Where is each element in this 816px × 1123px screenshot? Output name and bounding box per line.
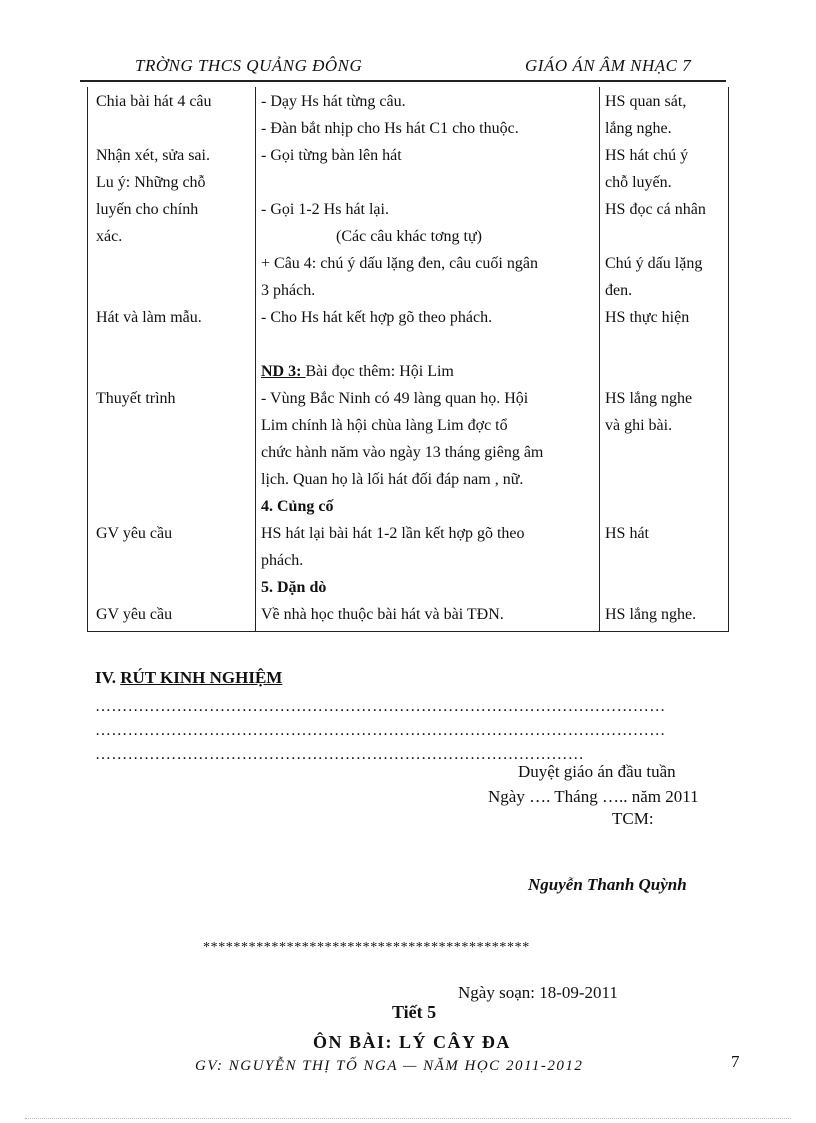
method-gv-yeu-cau-1: GV yêu cầu [96,525,173,542]
subject-title: GIÁO ÁN ÂM NHẠC 7 [525,56,692,75]
approval-date: Ngày …. Tháng ….. năm 2011 [488,787,699,806]
page-footer: GV: NGUYỄN THỊ TỐ NGA — NĂM HỌC 2011-2012 [195,1058,584,1074]
student-line: và ghi bài. [605,417,673,434]
student-line: HS hát chú ý [605,147,689,164]
student-line: HS đọc cá nhân [605,201,706,218]
student-line: đen. [605,282,633,299]
song-title: ÔN BÀI: LÝ CÂY ĐA [313,1032,511,1052]
nd3-label: ND 3: [261,363,306,380]
student-line: HS thực hiện [605,309,690,326]
method-thuyet-trinh: Thuyết trình [96,390,176,407]
page-number: 7 [731,1052,740,1071]
student-line: HS quan sát, [605,93,687,110]
activity-line: - Vùng Bắc Ninh có 49 làng quan họ. Hội [261,390,529,407]
nd3-heading [261,359,454,385]
rut-kinh-nghiem-heading [95,668,282,688]
activity-line: chức hành năm vào ngày 13 tháng giêng âm [261,444,544,461]
activity-line: (Các câu khác tơng tự) [336,228,482,245]
method-nhan-xet: Nhận xét, sửa sai. [96,147,210,164]
method-hat-mau: Hát và làm mẫu. [96,309,202,326]
activity-line: HS hát lại bài hát 1-2 lần kết hợp gõ theo [261,525,525,542]
section-title: RÚT KINH NGHIỆM [120,668,283,687]
activity-line: - Dạy Hs hát từng câu. [261,93,406,110]
column-divider-2 [599,87,600,631]
signature-name: Nguyễn Thanh Quỳnh [528,875,687,894]
method-gv-yeu-cau-2: GV yêu cầu [96,606,173,623]
page-edge-divider [25,1118,791,1119]
prep-date: Ngày soạn: 18-09-2011 [458,983,618,1002]
method-luu-y-3: xác. [96,228,123,245]
student-line: HS lắng nghe. [605,606,697,623]
student-line: HS lắng nghe [605,390,693,407]
lesson-table [87,87,729,632]
activity-line: - Cho Hs hát kết hợp gõ theo phách. [261,309,493,326]
column-divider-1 [255,87,256,631]
activity-line: Lim chính là hội chùa làng Lim đợc tổ [261,417,508,434]
activity-line: - Đàn bắt nhịp cho Hs hát C1 cho thuộc. [261,120,519,137]
approval-title: Duyệt giáo án đầu tuần [518,762,676,781]
nd3-text: Bài đọc thêm: Hội Lim [305,363,454,380]
section-number: IV. [95,668,121,687]
notes-line-1: …………………………………………………………………………………………… [95,698,666,715]
activity-line: 3 phách. [261,282,316,299]
separator: ******************************************* [203,940,530,955]
activity-line: phách. [261,552,304,569]
student-line: HS hát [605,525,649,542]
method-luu-y-2: luyến cho chính [96,201,199,218]
activity-line: - Gọi 1-2 Hs hát lại. [261,201,389,218]
activity-line: Về nhà học thuộc bài hát và bài TĐN. [261,606,504,623]
activity-line: + Câu 4: chú ý dấu lặng đen, câu cuối ngân [261,255,538,272]
lesson-number: Tiết 5 [392,1002,437,1022]
student-line: Chú ý dấu lặng [605,255,703,272]
student-line: lắng nghe. [605,120,672,137]
cung-co-heading: 4. Củng cố [261,498,334,515]
activity-line: lịch. Quan họ là lối hát đối đáp nam , nữ. [261,471,524,488]
student-line: chỗ luyến. [605,174,672,191]
approval-tcm: TCM: [612,809,654,828]
method-luu-y-1: Lu ý: Những chỗ [96,174,206,191]
dan-do-heading: 5. Dặn dò [261,579,327,596]
notes-line-2: …………………………………………………………………………………………… [95,722,666,739]
notes-line-3: ……………………………………………………………………………… [95,746,584,763]
page-header [80,52,726,82]
activity-line: - Gọi từng bàn lên hát [261,147,402,164]
school-name: TRỜNG THCS QUẢNG ĐÔNG [135,56,363,75]
method-chia-bai: Chia bài hát 4 câu [96,93,212,110]
